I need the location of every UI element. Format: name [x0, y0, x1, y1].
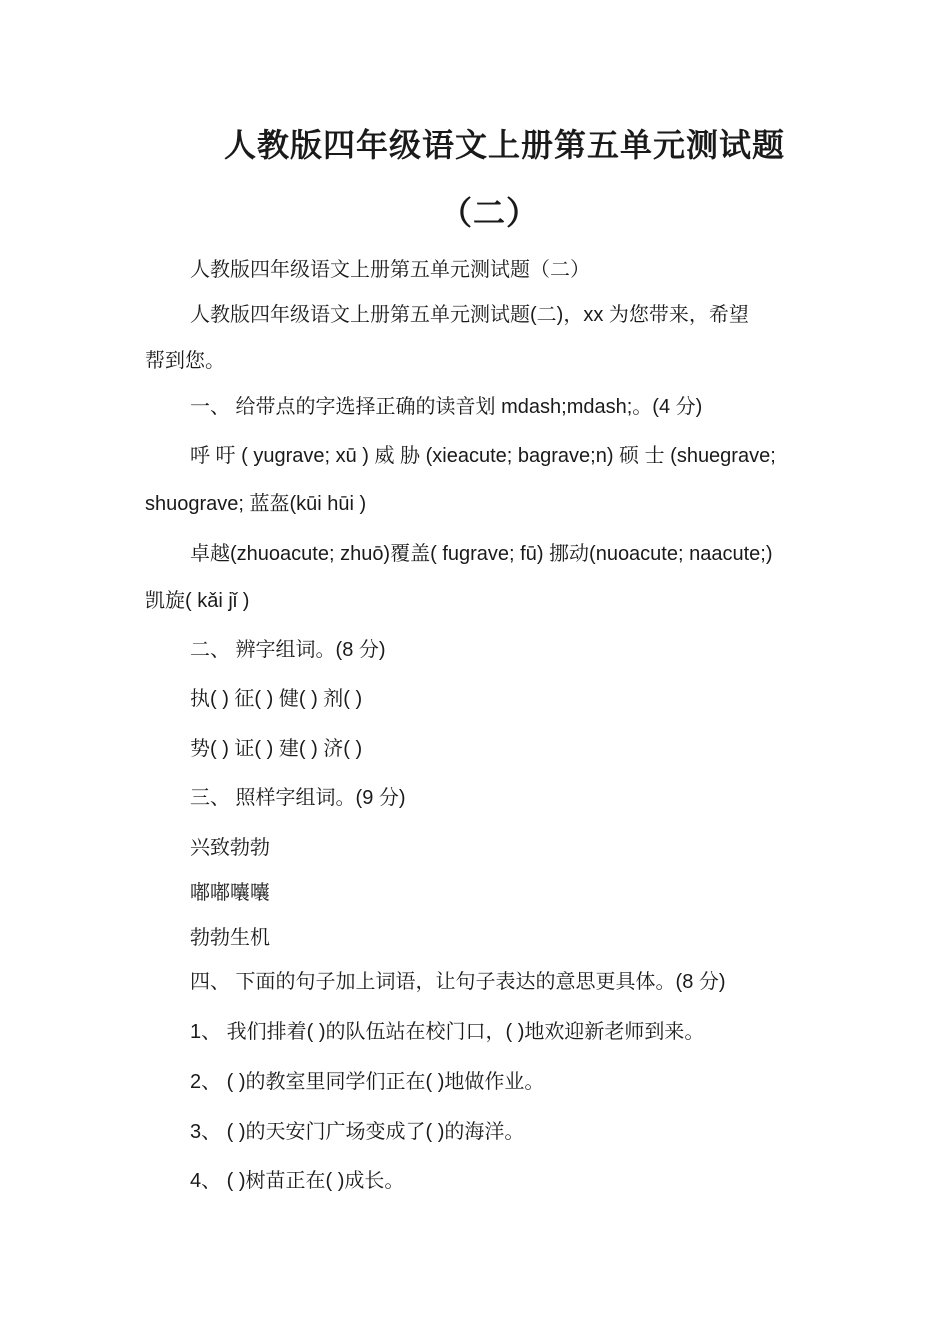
question-line: 执( ) 征( ) 健( ) 剂( ) — [190, 688, 363, 710]
question-line: 3、 ( )的天安门广场变成了( )的海洋。 — [190, 1121, 525, 1143]
question-line: 凯旋( kǎi jǐ ) — [145, 590, 250, 612]
question-line: 势( ) 证( ) 建( ) 济( ) — [190, 738, 363, 760]
question-line: 2、 ( )的教室里同学们正在( )地做作业。 — [190, 1071, 545, 1093]
question-line: 4、 ( )树苗正在( )成长。 — [190, 1170, 405, 1192]
question-line: 1、 我们排着( )的队伍站在校门口，( )地欢迎新老师到来。 — [190, 1021, 705, 1043]
paragraph-intro: 人教版四年级语文上册第五单元测试题(二)，xx 为您带来，希望 — [190, 304, 749, 326]
document-title: 人教版四年级语文上册第五单元测试题 — [224, 127, 786, 163]
section-heading: 三、 照样字组词。(9 分) — [190, 787, 406, 809]
section-heading: 二、 辨字组词。(8 分) — [190, 639, 386, 661]
question-line: 嘟嘟囔囔 — [190, 882, 270, 904]
question-line: 呼 吁 ( yugrave; xū ) 威 胁 (xieacute; bagrave;n) 硕 士 (shuegrave; — [190, 445, 776, 467]
document-title-subtitle: （二） — [440, 195, 540, 231]
paragraph-intro-cont: 帮到您。 — [145, 350, 225, 372]
question-line: 勃勃生机 — [190, 927, 270, 949]
question-line: 兴致勃勃 — [190, 837, 270, 859]
section-heading: 四、 下面的句子加上词语，让句子表达的意思更具体。(8 分) — [190, 971, 726, 993]
question-line: 卓越(zhuoacute; zhuō)覆盖( fugrave; fū) 挪动(nuoacute; naacute;) — [190, 543, 773, 565]
paragraph-heading: 人教版四年级语文上册第五单元测试题（二） — [190, 259, 590, 281]
section-heading: 一、 给带点的字选择正确的读音划 mdash;mdash;。(4 分) — [190, 396, 703, 418]
question-line: shuograve; 蓝盔(kūi hūi ) — [145, 493, 367, 515]
